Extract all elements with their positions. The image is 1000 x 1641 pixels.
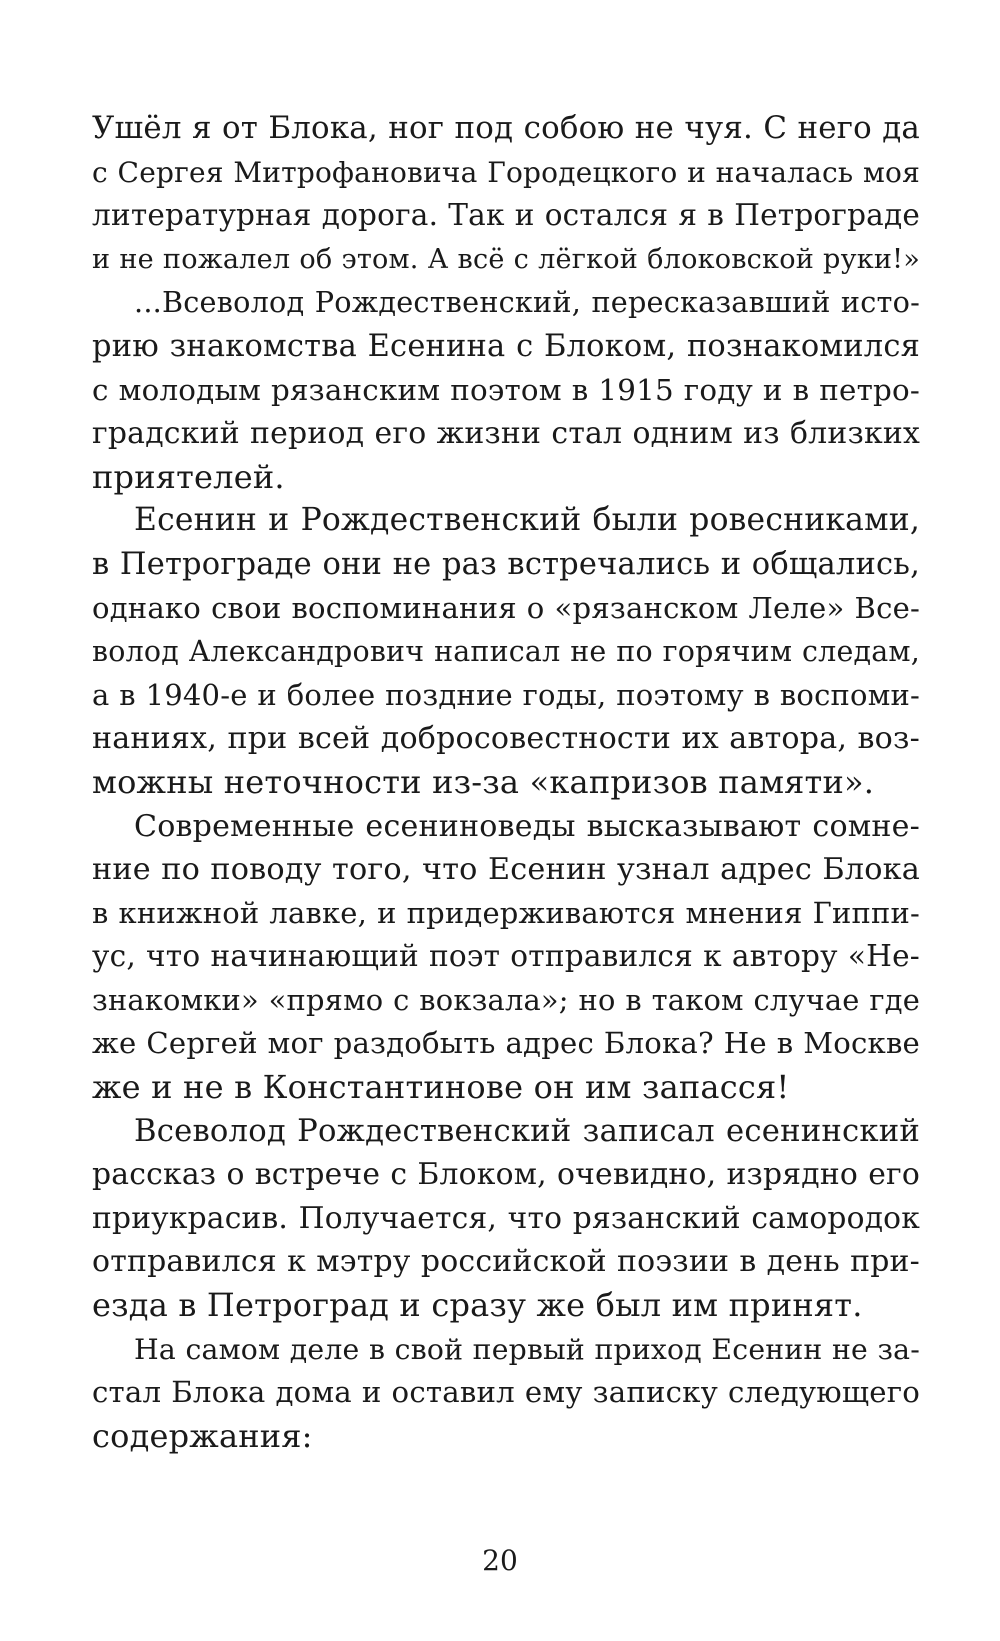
text-line: Есенин и Рождественский были ровесниками, [134, 502, 920, 539]
text-line: Всеволод Рождественский записал есенинский [134, 1113, 920, 1149]
text-line: наниях, при всей добросовестности их автора, воз- [92, 721, 920, 757]
text-line: отправился к мэтру российской поэзии в день при- [92, 1244, 920, 1280]
text-line: а в 1940-е и более поздние годы, поэтому в воспоми- [92, 677, 920, 712]
text-line: волод Александрович написал не по горячим следам, [92, 635, 920, 669]
body-text [92, 107, 920, 1458]
text-line: приятелей. [92, 457, 285, 496]
text-line: же и не в Константинове он им запасся! [92, 1068, 790, 1107]
text-line: же Сергей мог раздобыть адрес Блока? Не в Москве [92, 1026, 920, 1061]
text-line: в книжной лавке, и придерживаются мнения Гиппи- [92, 895, 920, 930]
text-line: ус, что начинающий поэт отправился к автору «Не- [92, 939, 920, 974]
text-line: с молодым рязанским поэтом в 1915 году и в петро- [92, 372, 920, 407]
text-line: в Петрограде они не раз встречались и общались, [92, 546, 920, 582]
text-line: Современные есениноведы высказывают сомне- [134, 808, 920, 844]
text-line: ...Всеволод Рождественский, пересказавший исто- [134, 285, 920, 320]
text-line: На самом деле в свой первый приход Есенин не за- [134, 1332, 920, 1366]
text-line: градский период его жизни стал одним из близких [92, 416, 920, 452]
text-line: езда в Петроград и сразу же был им принят. [92, 1286, 863, 1325]
text-line: стал Блока дома и оставил ему записку следующего [92, 1375, 920, 1410]
text-line: однако свои воспоминания о «рязанском Леле» Все- [92, 590, 920, 625]
text-line: знакомки» «прямо с вокзала»; но в таком случае где [92, 982, 920, 1017]
text-line: содержания: [92, 1416, 313, 1455]
text-line: приукрасив. Получается, что рязанский самородок [92, 1200, 920, 1236]
page-number: 20 [482, 1544, 518, 1577]
text-line: Ушёл я от Блока, ног под собою не чуя. С него да [92, 110, 920, 146]
text-line: рассказ о встрече с Блоком, очевидно, изрядно его [92, 1157, 920, 1193]
text-line: можны неточности из-за «капризов памяти». [92, 762, 875, 801]
text-line: ние по поводу того, что Есенин узнал адрес Блока [92, 852, 920, 888]
text-line: с Сергея Митрофановича Городецкого и началась моя [92, 155, 920, 189]
text-line: литературная дорога. Так и остался я в Петрограде [92, 198, 920, 233]
text-line: и не пожалел об этом. А всё с лёгкой блоковской руки!» [92, 243, 920, 275]
text-line: рию знакомства Есенина с Блоком, познакомился [92, 328, 920, 364]
